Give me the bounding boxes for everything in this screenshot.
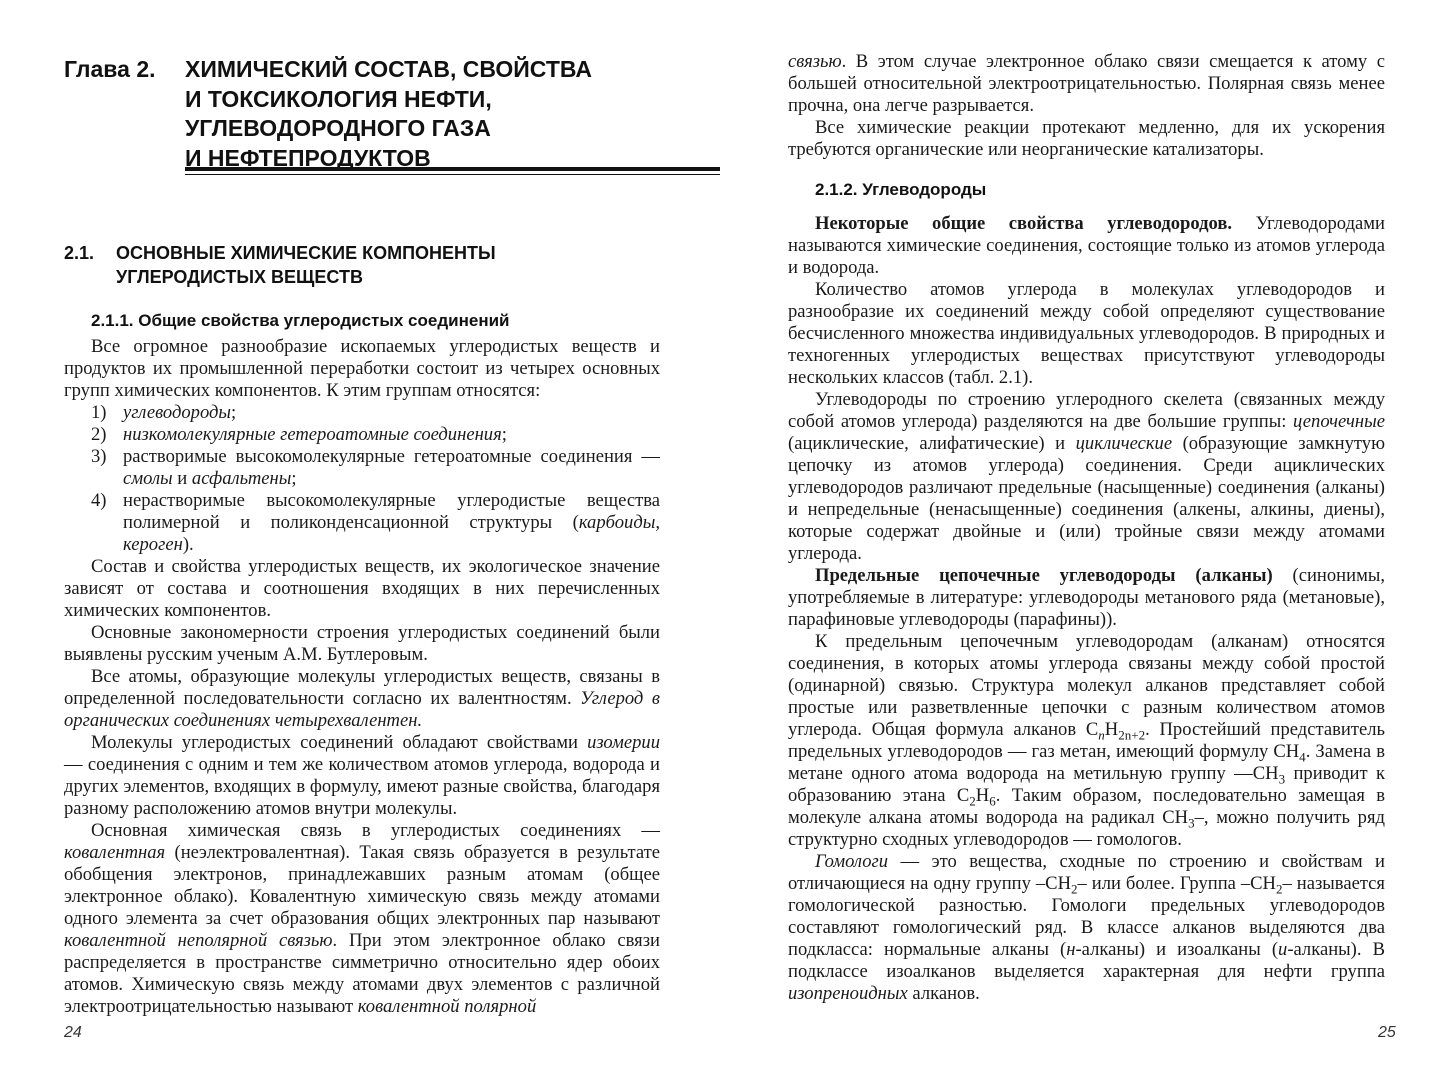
list-text: ;	[231, 402, 237, 423]
text-run: H	[1104, 719, 1119, 740]
text-run: Основная химическая связь в углеродистых соединениях —	[91, 820, 660, 841]
list-number: 4)	[91, 490, 107, 511]
list-text: растворимые высокомолекулярные гетероатомные соединения —	[123, 446, 660, 467]
left-body-text	[64, 336, 660, 1018]
paragraph	[788, 565, 1385, 631]
text-run: Все атомы, образующие молекулы углеродистых веществ, связаны в определенной последовательности согласно их валентностям.	[64, 666, 660, 709]
text-run: (неэлектровалентная). Такая связь образуется в результате обобщения электронов, принадлежавших разным атомам (общее электронное облако). Ковалентную химическую связь между атомами одного элемента за счет образования общих электронных пар называют	[64, 842, 660, 929]
text-run: алканов.	[907, 983, 980, 1004]
paragraph	[788, 851, 1385, 1005]
emphasis: и	[1278, 939, 1288, 960]
emphasis: изомерии	[587, 732, 660, 753]
list-emphasis: смолы	[123, 468, 173, 489]
text-run: (ациклические, алифатические) и	[788, 433, 1076, 454]
list-text: и	[172, 468, 192, 489]
emphasis: ковалентной полярной	[357, 996, 537, 1017]
section-number: 2.1.	[64, 243, 95, 263]
page-number: 25	[1378, 1024, 1396, 1041]
paragraph: Количество атомов углерода в молекулах углеводородов и разнообразие их соединений между собой определяют существование бесчисленного множества индивидуальных углеводородов. В природных и техногенных углеродистых веществах присутствуют углеводороды нескольких классов (табл. 2.1).	[788, 279, 1385, 388]
text-run: –, можно получить ряд структурно сходных углеводородов — гомологов.	[788, 807, 1385, 850]
list-number: 2)	[91, 424, 107, 445]
subscript: 2	[969, 793, 976, 809]
paragraph	[64, 732, 660, 820]
list-emphasis: низкомолекулярные гетероатомные соединения	[123, 424, 502, 445]
subsection-title: 2.1.2. Углеводороды	[815, 180, 987, 199]
subscript: 2	[1071, 881, 1078, 897]
paragraph: Все огромное разнообразие ископаемых углеродистых веществ и продуктов их промышленной переработки состоит из четырех основных групп химических компонентов. К этим группам относятся:	[64, 336, 660, 401]
emphasis: цепочечные	[1293, 411, 1385, 432]
chapter-title-line: ХИМИЧЕСКИЙ СОСТАВ, СВОЙСТВА	[185, 56, 592, 82]
paragraph	[788, 389, 1385, 565]
text-run: . Замена в метане одного атома водорода на метильную группу —CH	[788, 741, 1385, 784]
text-run: К предельным цепочечным углеводородам (алканам) относятся соединения, в которых атомы углерода связаны между собой простой (одинарной) связью. Структура молекул алканов представляет собой простые или разветвленные цепочки с разным количеством атомов углерода. Общая формула алканов C	[788, 631, 1385, 740]
list-number: 3)	[91, 446, 107, 467]
emphasis: н	[1066, 939, 1076, 960]
paragraph	[788, 51, 1385, 117]
emphasis: циклические	[1075, 433, 1173, 454]
chapter-title-line: И ТОКСИКОЛОГИЯ НЕФТИ,	[185, 85, 492, 112]
list-emphasis: углеводороды	[123, 402, 232, 423]
section-title-line: УГЛЕРОДИСТЫХ ВЕЩЕСТВ	[116, 267, 363, 287]
right-body-text	[788, 51, 1385, 1005]
text-run: приводит к образованию этана C	[788, 763, 1385, 806]
subscript: 6	[989, 793, 996, 809]
chapter-title-line: УГЛЕВОДОРОДНОГО ГАЗА	[185, 115, 491, 141]
list-emphasis: карбоиды, кероген	[123, 512, 660, 555]
text-run: . При этом электронное облако связи распределяется в пространстве симметрично относительно ядер обоих атомов. Химическую связь между атомами двух элементов с различной электроотрицательностью называют	[64, 930, 661, 1017]
text-run: — соединения с одним и тем же количеством атомов углерода, водорода и других элементов, входящих в формулу, имеют разные свойства, благодаря разному расположению атомов внутри молекулы.	[64, 754, 660, 819]
subscript: 3	[1278, 771, 1286, 787]
chapter-rule	[185, 167, 720, 175]
section-title	[116, 241, 636, 289]
text-run: – называется гомологической разностью. Гомологи предельных углеводородов составляют гомологический ряд. В классе алканов выделяются два подкласса: нормальные алканы (	[788, 873, 1385, 960]
paragraph: Основные закономерности строения углеродистых соединений были выявлены русским ученым А.М. Бутлеровым.	[64, 622, 660, 665]
chapter-label: Глава 2.	[64, 56, 156, 82]
bold-lead: Некоторые общие свойства углеводородов.	[815, 213, 1233, 234]
text-run: H	[975, 785, 990, 806]
paragraph	[788, 213, 1385, 279]
list-text: нерастворимые высокомолекулярные углеродистые вещества полимерной и поликонденсационной структуры (	[123, 490, 660, 533]
bold-lead: Предельные цепочечные углеводороды (алканы)	[815, 565, 1273, 586]
emphasis: изопреноидных	[788, 983, 908, 1004]
paragraph: Все химические реакции протекают медленно, для их ускорения требуются органические или неорганические катализаторы.	[788, 117, 1385, 160]
paragraph	[64, 820, 660, 1018]
text-run: Молекулы углеродистых соединений обладают свойствами	[91, 732, 588, 753]
subscript: 2n+2	[1118, 727, 1146, 743]
chapter-title-line: И НЕФТЕПРОДУКТОВ	[185, 144, 431, 171]
paragraph	[64, 666, 660, 732]
text-run: . Таким образом, последовательно замещая в молекуле алкана атомы водорода на радикал CH	[788, 785, 1385, 828]
text-run: -алканы) и изоалканы (	[1075, 939, 1279, 960]
paragraph: Состав и свойства углеродистых веществ, их экологическое значение зависят от состава и соотношения входящих в них перечисленных химических компонентов.	[64, 556, 660, 621]
list-emphasis: асфальтены	[191, 468, 292, 489]
paragraph	[788, 631, 1385, 851]
subscript: 2	[1275, 881, 1283, 897]
emphasis: Углерод в органических соединениях четырехвалентен.	[64, 688, 660, 731]
subscript: 4	[1299, 749, 1306, 765]
text-run: Углеводородами называются химические соединения, состоящие только из атомов углерода и водорода.	[788, 213, 1385, 278]
emphasis: Гомологи	[815, 851, 889, 872]
text-run: . Простейший представитель предельных углеводородов — газ метан, имеющий формулу CH	[788, 719, 1385, 762]
list-text: ;	[291, 468, 297, 489]
text-run: (образующие замкнутую цепочку из атомов углерода) соединения. Среди ациклических углеводородов различают предельные (насыщенные) соединения (алканы) и непредельные (ненасыщенные) соединения (алкены, алкины, диены), которые содержат двойные и (или) тройные связи между атомами углерода.	[788, 433, 1385, 564]
text-run: (синонимы, употребляемые в литературе: углеводороды метанового ряда (метановые), парафиновые углеводороды (парафины)).	[788, 565, 1385, 630]
chapter-title	[185, 55, 665, 173]
list-text: ;	[501, 424, 507, 445]
subscript: n	[1098, 727, 1105, 743]
page-number: 24	[64, 1024, 82, 1041]
list-item	[64, 424, 660, 446]
emphasis: связью	[788, 51, 842, 72]
subscript: 3	[1188, 815, 1195, 831]
text-run: – или более. Группа –CH	[1077, 873, 1276, 894]
list-item	[64, 490, 660, 556]
list-item	[64, 446, 660, 490]
emphasis: ковалентной неполярной связью	[64, 930, 333, 951]
text-run: Углеводороды по строению углеродного скелета (связанных между собой атомов углерода) разделяются на две большие группы:	[788, 389, 1385, 432]
text-run: — это вещества, сходные по строению и свойствам и отличающиеся на одну группу –CH	[788, 851, 1385, 894]
subsection-title: 2.1.1. Общие свойства углеродистых соединений	[91, 311, 510, 330]
text-run: . В этом случае электронное облако связи смещается к атому с большей относительной электроотрицательностью. Полярная связь менее прочна, она легче разрывается.	[788, 51, 1385, 116]
list-text: ).	[182, 534, 194, 555]
emphasis: ковалентная	[64, 842, 166, 863]
list-item	[64, 402, 660, 424]
text-run: -алканы). В подклассе изоалканов выделяется характерная для нефти группа	[788, 939, 1385, 982]
list-number: 1)	[91, 402, 107, 423]
section-title-line: ОСНОВНЫЕ ХИМИЧЕСКИЕ КОМПОНЕНТЫ	[116, 243, 496, 263]
